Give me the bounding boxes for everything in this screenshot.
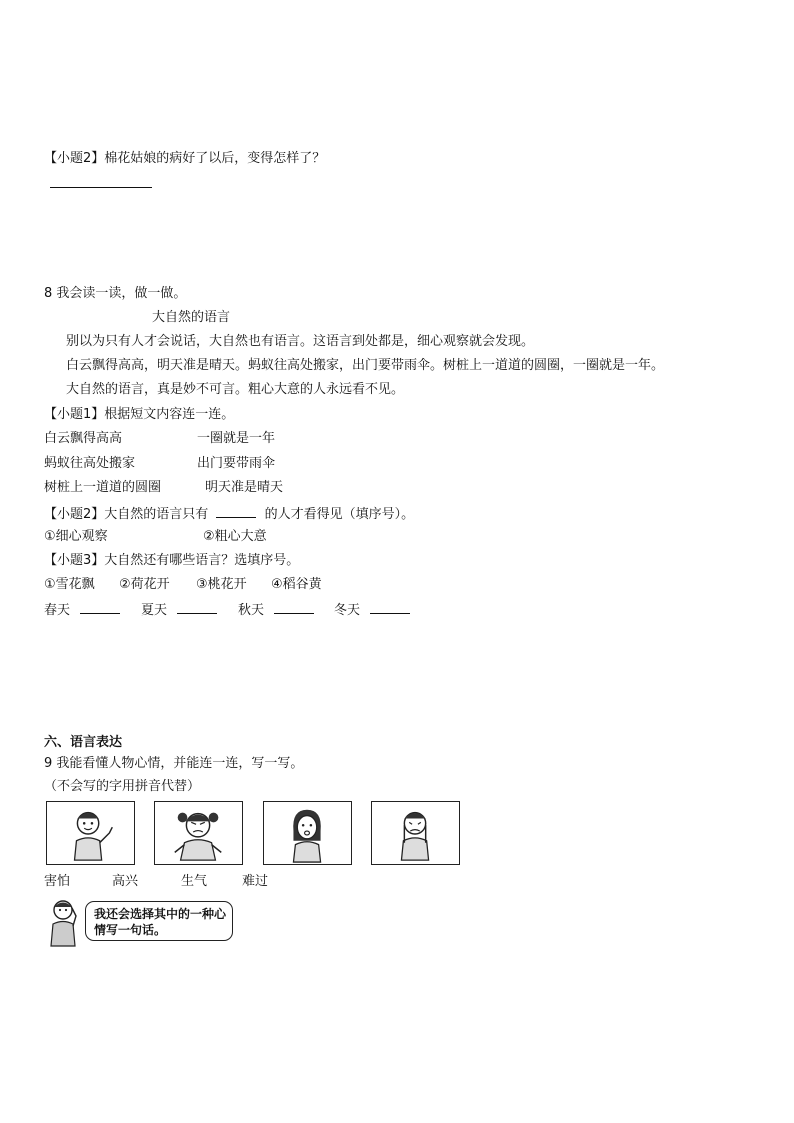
mood-label-3[interactable]: 生气 xyxy=(181,874,208,889)
q8-passage-para-2: 白云飘得高高，明天准是晴天。蚂蚁往高处搬家，出门要带雨伞。树桩上一道道的圆圈，一圈就是一年。 xyxy=(66,358,665,373)
q8-subquestion-2: 【小题2】大自然的语言只有 的人才看得见（填序号）。 xyxy=(44,507,415,522)
q7-subquestion-2: 【小题2】棉花姑娘的病好了以后，变得怎样了？ xyxy=(44,151,326,166)
season-autumn: 秋天 xyxy=(238,601,314,619)
girl-scared-illustration xyxy=(264,802,351,864)
q8-sub2-answer-blank[interactable] xyxy=(216,505,256,518)
q8-subquestion-1: 【小题1】根据短文内容连一连。 xyxy=(44,407,235,422)
q8-sub2-option-1: ①细心观察 xyxy=(44,529,108,544)
boy-sad-illustration xyxy=(372,802,459,864)
speech-bubble xyxy=(85,901,233,941)
q7-answer-blank[interactable] xyxy=(50,175,152,188)
mood-picture-1 xyxy=(46,801,135,865)
thinking-boy-icon xyxy=(43,896,85,948)
q8-sub3-option-4: ④稻谷黄 xyxy=(271,577,322,592)
match-right-1[interactable]: 一圈就是一年 xyxy=(197,431,276,446)
girl-angry-illustration xyxy=(155,802,242,864)
q8-sub3-option-2: ②荷花开 xyxy=(119,577,170,592)
q8-passage-para-1: 别以为只有人才会说话，大自然也有语言。这语言到处都是，细心观察就会发现。 xyxy=(66,334,535,349)
boy-pointing-illustration xyxy=(47,802,134,864)
match-right-3[interactable]: 明天准是晴天 xyxy=(205,480,284,495)
season-spring: 春天 xyxy=(44,601,120,619)
season-autumn-blank[interactable] xyxy=(274,601,314,614)
season-winter: 冬天 xyxy=(334,601,410,619)
q8-sub2-option-2: ②粗心大意 xyxy=(203,529,267,544)
q8-passage-title: 大自然的语言 xyxy=(152,310,231,325)
q8-subquestion-3: 【小题3】大自然还有哪些语言？选填序号。 xyxy=(44,553,300,568)
q8-passage-para-3: 大自然的语言，真是妙不可言。粗心大意的人永远看不见。 xyxy=(66,382,405,397)
season-summer-blank[interactable] xyxy=(177,601,217,614)
match-right-2[interactable]: 出门要带雨伞 xyxy=(197,456,276,471)
season-spring-blank[interactable] xyxy=(80,601,120,614)
q8-sub3-option-1: ①雪花飘 xyxy=(44,577,95,592)
match-left-3[interactable]: 树桩上一道道的圆圈 xyxy=(44,480,162,495)
section-6-heading: 六、语言表达 xyxy=(44,735,123,750)
season-winter-blank[interactable] xyxy=(370,601,410,614)
season-summer: 夏天 xyxy=(141,601,217,619)
mood-label-2[interactable]: 高兴 xyxy=(112,874,139,889)
match-left-2[interactable]: 蚂蚁往高处搬家 xyxy=(44,456,136,471)
mood-picture-4 xyxy=(371,801,460,865)
mood-picture-3 xyxy=(263,801,352,865)
thinking-boy-illustration xyxy=(43,896,85,948)
q9-note: （不会写的字用拼音代替） xyxy=(44,779,201,794)
mood-label-1[interactable]: 害怕 xyxy=(44,874,71,889)
q8-heading: 8 我会读一读，做一做。 xyxy=(44,286,187,301)
mood-label-4[interactable]: 难过 xyxy=(242,874,269,889)
q8-sub3-option-3: ③桃花开 xyxy=(196,577,247,592)
q9-heading: 9 我能看懂人物心情，并能连一连，写一写。 xyxy=(44,756,304,771)
mood-picture-2 xyxy=(154,801,243,865)
match-left-1[interactable]: 白云飘得高高 xyxy=(44,431,123,446)
speech-bubble-text: 我还会选择其中的一种心情写一句话。 xyxy=(94,907,227,937)
